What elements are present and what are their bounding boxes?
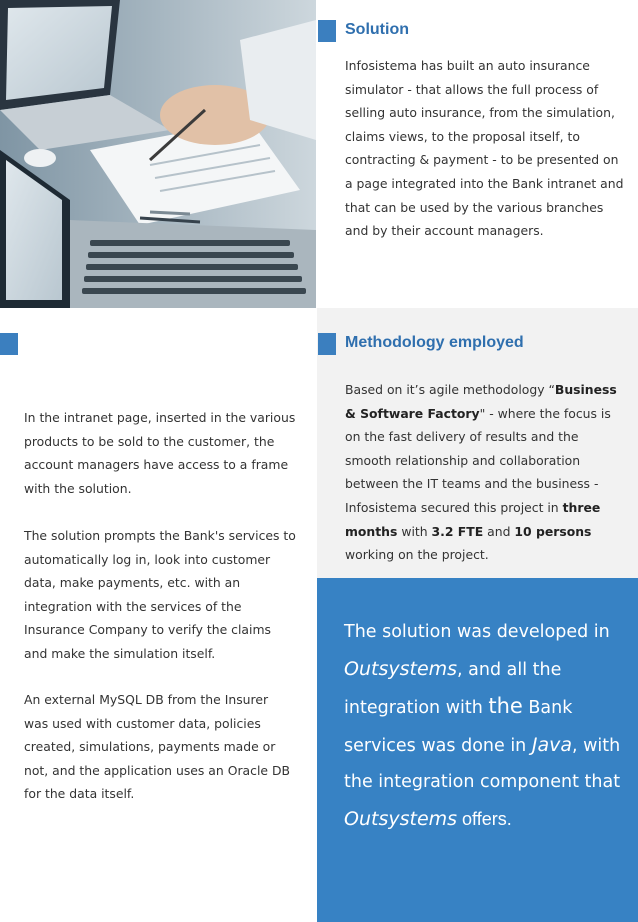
methodology-text-part: with <box>397 523 432 539</box>
quote-java: Java <box>531 733 572 756</box>
quote-the: the <box>488 694 523 718</box>
methodology-text-part: and <box>483 523 515 539</box>
methodology-text-part: Based on it’s agile methodology “ <box>345 382 555 397</box>
methodology-months: three months <box>345 499 601 539</box>
quote-part: offers. <box>457 808 512 829</box>
methodology-marker <box>318 333 336 355</box>
left-para-3: An external MySQL DB from the Insurer was used with customer data, policies created, simulations, payments made or not, and the application uses an Oracle DB for the data itself. <box>24 692 290 802</box>
methodology-persons: 10 persons <box>514 523 592 539</box>
quote-part: , and all the integration with <box>344 659 562 718</box>
quote-part: Bank services was done in <box>344 698 573 756</box>
quote-part: , with the integration component that <box>344 735 621 792</box>
left-column-marker <box>0 333 18 355</box>
methodology-heading: Methodology employed <box>345 334 524 351</box>
methodology-text-part: working on the project. <box>345 547 489 563</box>
left-para-2: The solution prompts the Bank's services to automatically log in, look into customer data, make payments, etc. with an integration with the services of the Insurance Company to verify the claims and make the simulation itself. <box>24 528 296 661</box>
photo-illustration <box>0 0 316 308</box>
methodology-factory: Business & Software Factory <box>345 382 617 421</box>
quote-outsystems: Outsystems <box>344 807 458 830</box>
quote-outsystems: Outsystems <box>344 657 458 680</box>
methodology-text <box>345 378 625 567</box>
quote-part: The solution was developed in <box>344 622 610 642</box>
solution-text: Infosistema has built an auto insurance simulator - that allows the full process of selling auto insurance, from the simulation, claims views, to the proposal itself, to contracting & payment - to be presented on a page integrated into the Bank intranet and that can be used by the various branches and by their account managers. <box>345 58 624 239</box>
methodology-text-part: " - where the focus is on the fast delivery of results and the smooth relationship and collaboration between the IT teams and the business - Infosistema secured this project in <box>345 405 611 515</box>
left-para-1: In the intranet page, inserted in the various products to be sold to the customer, the account managers have access to a frame with the solution. <box>24 410 296 496</box>
methodology-fte: 3.2 FTE <box>431 523 484 539</box>
solution-marker <box>318 20 336 42</box>
quote-text <box>344 614 629 838</box>
solution-heading: Solution <box>345 21 409 38</box>
office-laptop-photo <box>0 0 316 308</box>
